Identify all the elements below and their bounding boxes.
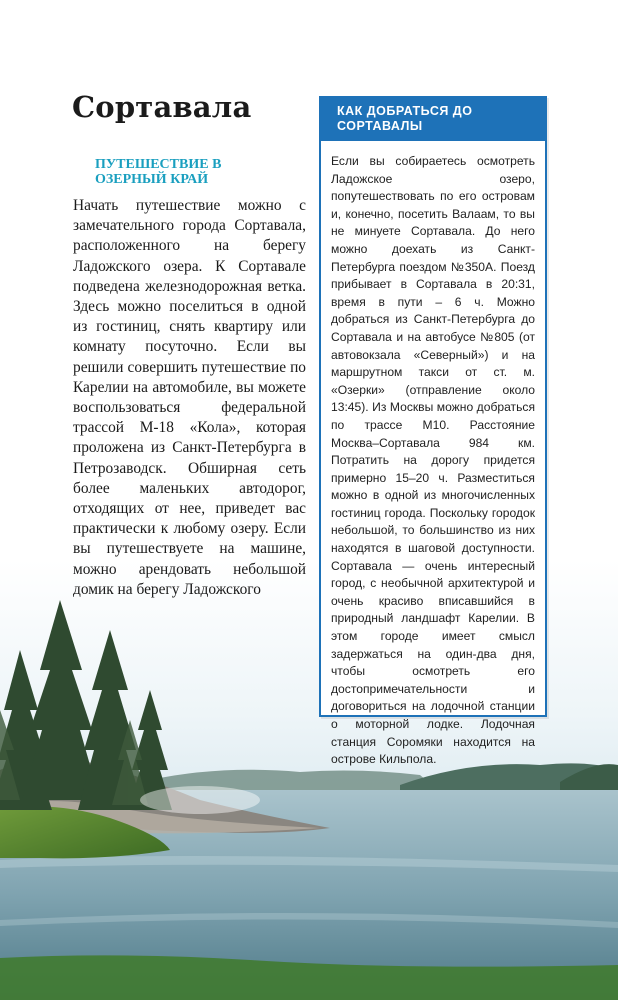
- sidebar-paragraph: Если вы собираетесь осмотреть Ладожское озеро, попутешествовать по его островам и, конечно, посетить Валаам, то вы не минуете Сортавала. До него можно доехать из Санкт-Петербурга поездом №350А. Поезд прибывает в Сортавала в 20:31, время в пути – 6 ч. Можно добраться из Санкт-Петербурга до Сортавала и на автобусе №805 (от автовокзала «Северный») и на маршрутном такси от ст. м. «Озерки» (отправление около 13:45). Из Москвы можно добраться по трассе М10. Расстояние Москва–Сортавала 984 км. Потратить на дорогу придется примерно 15–20 ч. Разместиться можно в одной из многочисленных гостиниц города. Поскольку городок небольшой, то большинство из них находятся в шаговой доступности. Сортавала — очень интересный город, с необычной архитектурой и очень красиво вписавшийся в природный ландшафт Карелии. В этом городе имеет смысл задержаться на один-два дня, чтобы осмотреть его достопримечательности и договориться на лодочной станции о моторной лодке. Лодочная станция Соромяки находится на острове Кильпола.: [331, 154, 535, 767]
- main-paragraph: Начать путешествие можно с замечательного города Сортавала, расположенного на берегу Ладожского озера. К Сортавале подведена железнодорожная ветка. Здесь можно поселиться в одной из гостиниц, снять квартиру или комнату посуточно. Если вы решили совершить путешествие по Карелии на автомобиле, вы можете воспользоваться федеральной трассой М-18 «Кола», которая проложена из Санкт-Петербурга в Петрозаводск. Обширная сеть более маленьких автодорог, отходящих от нее, приведет вас практически к любому озеру. Если вы путешествуете на машине, можно арендовать небольшой домик на берегу Ладожского: [73, 197, 306, 598]
- sidebar-body: [321, 141, 545, 777]
- section-heading: ПУТЕШЕСТВИЕ В ОЗЕРНЫЙ КРАЙ: [95, 157, 222, 187]
- info-sidebar: [319, 96, 547, 767]
- page-title: Сортавала: [72, 90, 252, 124]
- sidebar-heading: КАК ДОБРАТЬСЯ ДО СОРТАВАЛЫ: [321, 98, 545, 141]
- main-text: [73, 196, 306, 600]
